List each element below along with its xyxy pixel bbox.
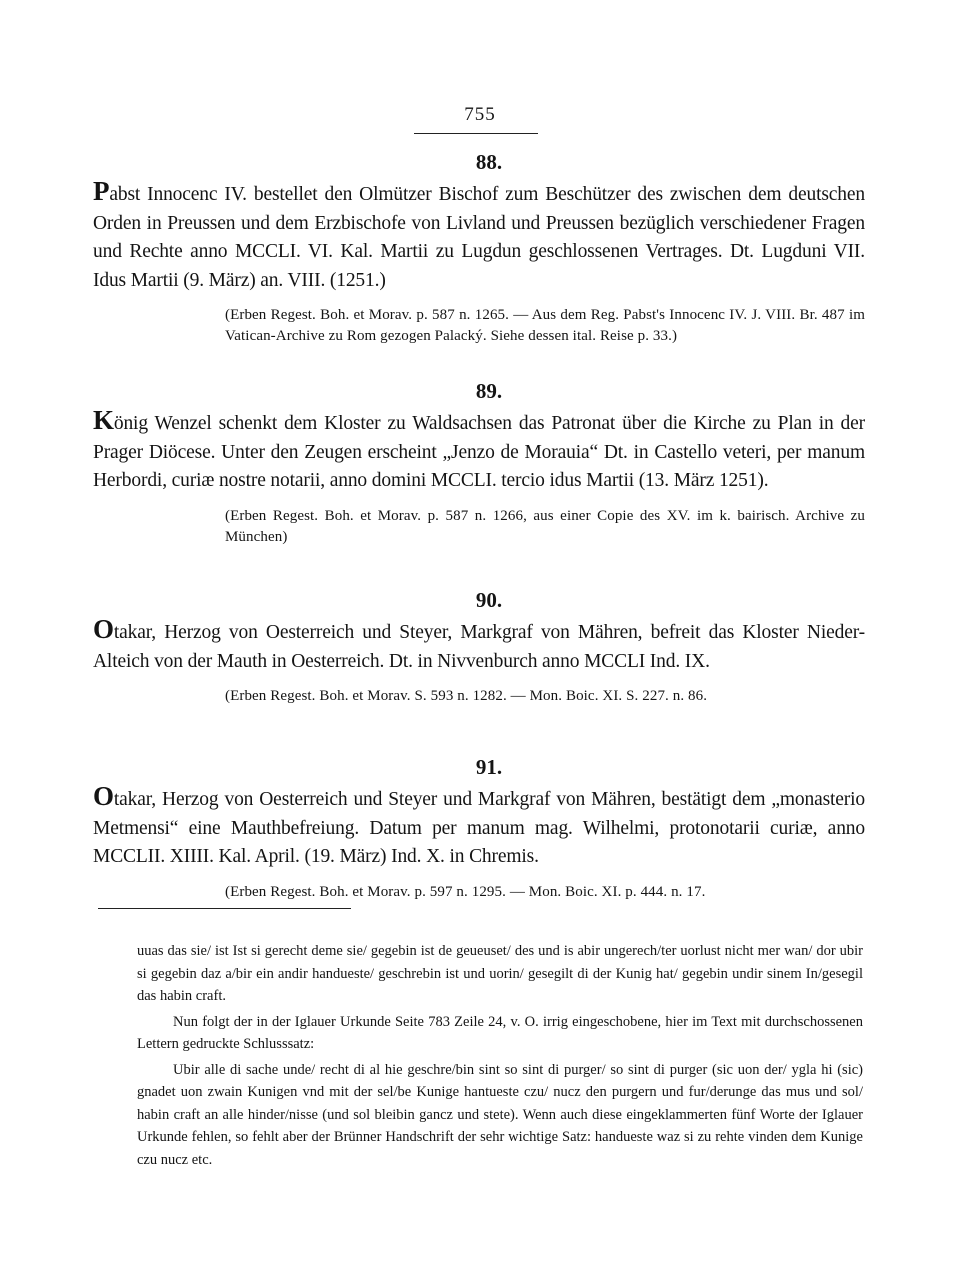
entry-source-citation: (Erben Regest. Boh. et Morav. S. 593 n. 1282. — Mon. Boic. XI. S. 227. n. 86. — [225, 688, 708, 704]
entry-88 — [93, 150, 865, 347]
entry-number: 88. — [475, 150, 503, 174]
entry-text — [93, 176, 865, 295]
drop-cap: O — [93, 614, 114, 644]
footnote-rule — [98, 908, 351, 909]
entry-text-body: abst Innocenc IV. bestellet den Olmützer Bischof zum Beschützer des zwischen dem deutschen Orden in Preussen und dem Erzbischofe von Livland und Preussen bezüglich verschiedener Fragen und Rechte anno MCCLI. VI. Kal. Martii zu Lugdun geschlossenen Vertrages. Dt. Lugduni VII. Idus Martii (9. März) an. VIII. (1251.) — [93, 184, 865, 291]
entry-90 — [93, 588, 865, 707]
entry-89 — [93, 379, 865, 548]
entry-number: 91. — [475, 755, 503, 779]
footnote-paragraph: Ubir alle di sache unde/ recht di al hie geschre/bin sint so sint di purger/ so sint di purger (sic uon der/ ygla hi (sic) gnadet uon zwain Kunigen vnd mit der sel/be Kunige hantueste czu/ nucz den purgern und fur/derunge das mus und sol/ habin craft an alle hinder/nisse (und sol bleibin gancz und stete). Wenn auch diese eingeklammerten fünf Worte der Iglauer Urkunde fehlen, so fehlt aber der Brünner Handschrift der sehr wichtige Satz: handueste waz si zu rehte vinden dem Kunige czu nucz etc. — [137, 1061, 863, 1168]
entry-text-body: önig Wenzel schenkt dem Kloster zu Waldsachsen das Patronat über die Kirche zu Plan in der Prager Diöcese. Unter den Zeugen erscheint „Jenzo de Morauia“ Dt. in Castello veteri, per manum Herbordi, curiæ nostre notarii, anno domini MCCLI. tercio idus Martii (13. März 1251). — [93, 413, 865, 491]
entry-source-citation: (Erben Regest. Boh. et Morav. p. 587 n. 1265. — Aus dem Reg. Pabst's Innocenc IV. J. VIII. Br. 487 im Vatican-Archive zu Rom gezogen Palacký. Siehe dessen ital. Reise p. 33.) — [225, 307, 865, 344]
entry-text-body: takar, Herzog von Oesterreich und Steyer, Markgraf von Mähren, befreit das Kloster Nieder-Alteich von der Mauth in Oesterreich. Dt. in Nivvenburch anno MCCLI Ind. IX. — [93, 622, 865, 672]
entry-source-citation: (Erben Regest. Boh. et Morav. p. 587 n. 1266, aus einer Copie des XV. im k. bairisch. Archive zu München) — [225, 507, 865, 545]
drop-cap: P — [93, 176, 110, 206]
entry-text-body: takar, Herzog von Oesterreich und Steyer und Markgraf von Mähren, bestätigt dem „monasterio Metmensi“ eine Mauthbefreiung. Datum per manum mag. Wilhelmi, protonotarii curiæ, anno MCCLII. XIIII. Kal. April. (19. März) Ind. X. in Chremis. — [93, 789, 865, 867]
entry-source-citation: (Erben Regest. Boh. et Morav. p. 597 n. 1295. — Mon. Boic. XI. p. 444. n. 17. — [225, 883, 706, 900]
header-rule — [414, 133, 538, 134]
drop-cap: O — [93, 781, 114, 811]
footnote-paragraph: uuas das sie/ ist Ist si gerecht deme sie/ gegebin ist de geueuset/ des und is abir ungerech/ter uorlust nicht mer wan/ dor ubir si gegebin daz a/bir ein andir handueste/ geschrebin ist und uorin/ gesegilt di der Kunig hat/ gegebin undir sinem In/gesegil das habin craft. — [137, 943, 863, 1004]
page-number: 755 — [464, 104, 496, 125]
entry-number: 89. — [475, 379, 503, 403]
entry-text — [93, 781, 865, 872]
drop-cap: K — [93, 405, 114, 435]
footnote-paragraph: Nun folgt der in der Iglauer Urkunde Seite 783 Zeile 24, v. O. irrig eingeschobene, hier im Text mit durchschossenen Lettern gedruckte Schlusssatz: — [137, 1013, 863, 1052]
entry-text — [93, 405, 865, 496]
entry-91 — [93, 755, 865, 903]
entry-text — [93, 614, 865, 676]
entry-number: 90. — [475, 588, 503, 612]
footnotes — [137, 940, 863, 1174]
